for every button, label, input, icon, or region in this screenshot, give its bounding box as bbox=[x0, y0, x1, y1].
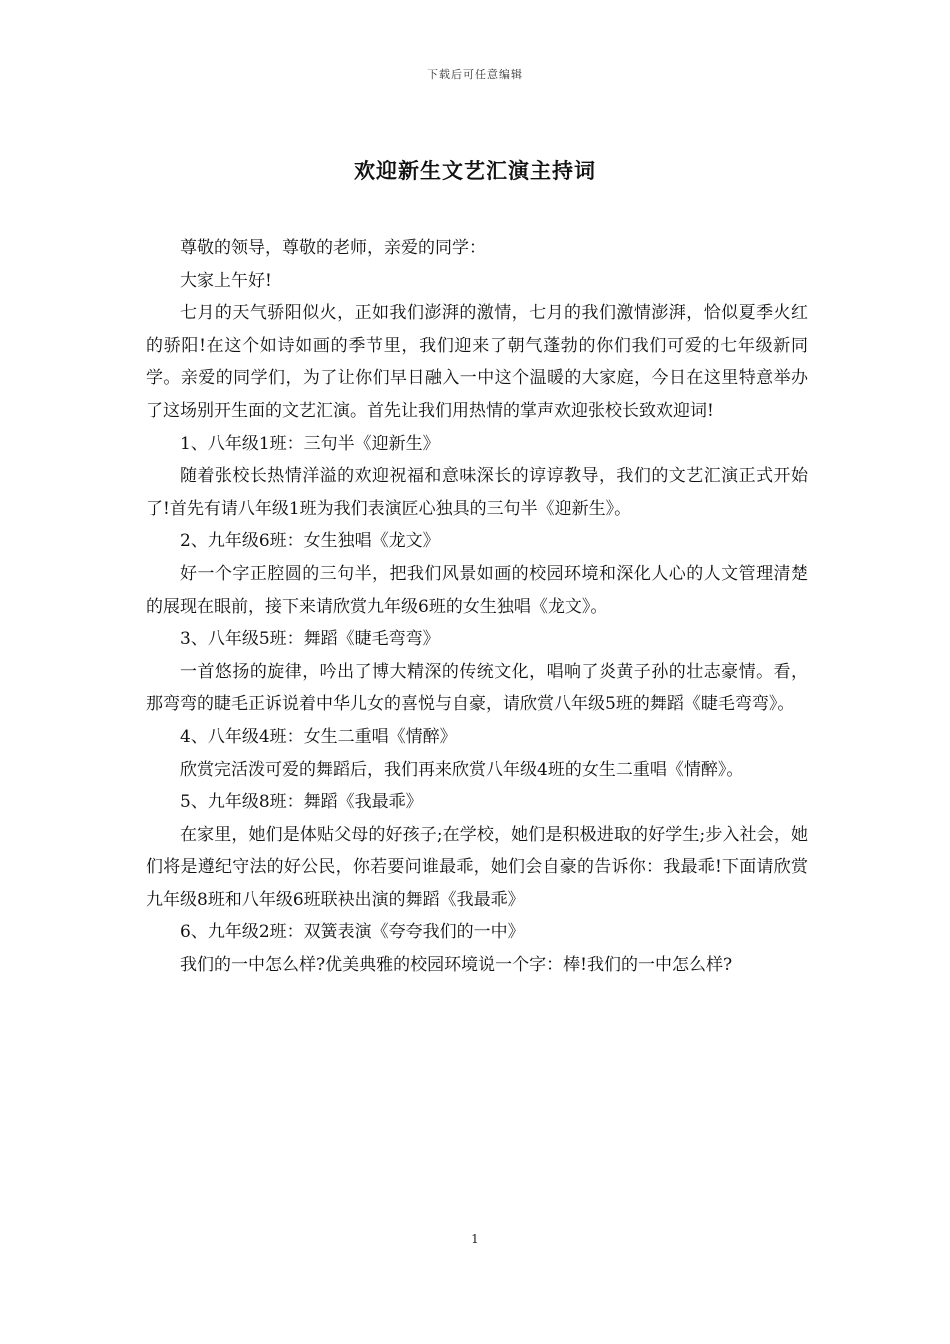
program-item-heading: 3、八年级5班：舞蹈《睫毛弯弯》 bbox=[180, 629, 440, 650]
program-item-heading: 5、九年级8班：舞蹈《我最乖》 bbox=[180, 792, 423, 813]
opening-paragraph: 七月的天气骄阳似火，正如我们澎湃的激情，七月的我们激情澎湃，恰似夏季火红的骄阳!在这个如诗如画的季节里，我们迎来了朝气蓬勃的你们我们可爱的七年级新同学。亲爱的同学们，为了让你们早日融入一中这个温暖的大家庭，今日在这里特意举办了这场别开生面的文艺汇演。首先让我们用热情的掌声欢迎张校长致欢迎词! bbox=[146, 303, 808, 421]
header-note: 下载后可任意编辑 bbox=[427, 68, 523, 81]
program-item-heading: 4、八年级4班：女生二重唱《情醉》 bbox=[180, 726, 457, 747]
greeting-paragraph: 尊敬的领导，尊敬的老师，亲爱的同学： bbox=[180, 238, 486, 258]
program-item-intro: 随着张校长热情洋溢的欢迎祝福和意味深长的谆谆教导，我们的文艺汇演正式开始了!首先有请八年级1班为我们表演匠心独具的三句半《迎新生》。 bbox=[146, 466, 808, 519]
program-item-heading: 1、八年级1班：三句半《迎新生》 bbox=[180, 433, 440, 454]
page-number: 1 bbox=[471, 1232, 479, 1246]
program-item-heading: 6、九年级2班：双簧表演《夸夸我们的一中》 bbox=[180, 922, 525, 943]
program-item-intro: 在家里，她们是体贴父母的好孩子;在学校，她们是积极进取的好学生;步入社会，她们将是遵纪守法的好公民，你若要问谁最乖，她们会自豪的告诉你：我最乖!下面请欣赏九年级8班和八年级6班联袂出演的舞蹈《我最乖》 bbox=[146, 824, 808, 910]
program-item-intro: 我们的一中怎么样?优美典雅的校园环境说一个字：棒!我们的一中怎么样? bbox=[180, 955, 733, 976]
program-item-intro: 好一个字正腔圆的三句半，把我们风景如画的校园环境和深化人心的人文管理清楚的展现在眼前，接下来请欣赏九年级6班的女生独唱《龙文》。 bbox=[146, 563, 808, 617]
document-body bbox=[146, 232, 808, 982]
program-item-heading: 2、九年级6班：女生独唱《龙文》 bbox=[180, 531, 440, 552]
program-item-intro: 欣赏完活泼可爱的舞蹈后，我们再来欣赏八年级4班的女生二重唱《情醉》。 bbox=[180, 759, 744, 780]
document-title: 欢迎新生文艺汇演主持词 bbox=[354, 158, 596, 183]
salutation-paragraph: 大家上午好! bbox=[180, 270, 272, 291]
program-item-intro: 一首悠扬的旋律，吟出了博大精深的传统文化，唱响了炎黄子孙的壮志豪情。看，那弯弯的睫毛正诉说着中华儿女的喜悦与自豪，请欣赏八年级5班的舞蹈《睫毛弯弯》。 bbox=[146, 661, 808, 715]
